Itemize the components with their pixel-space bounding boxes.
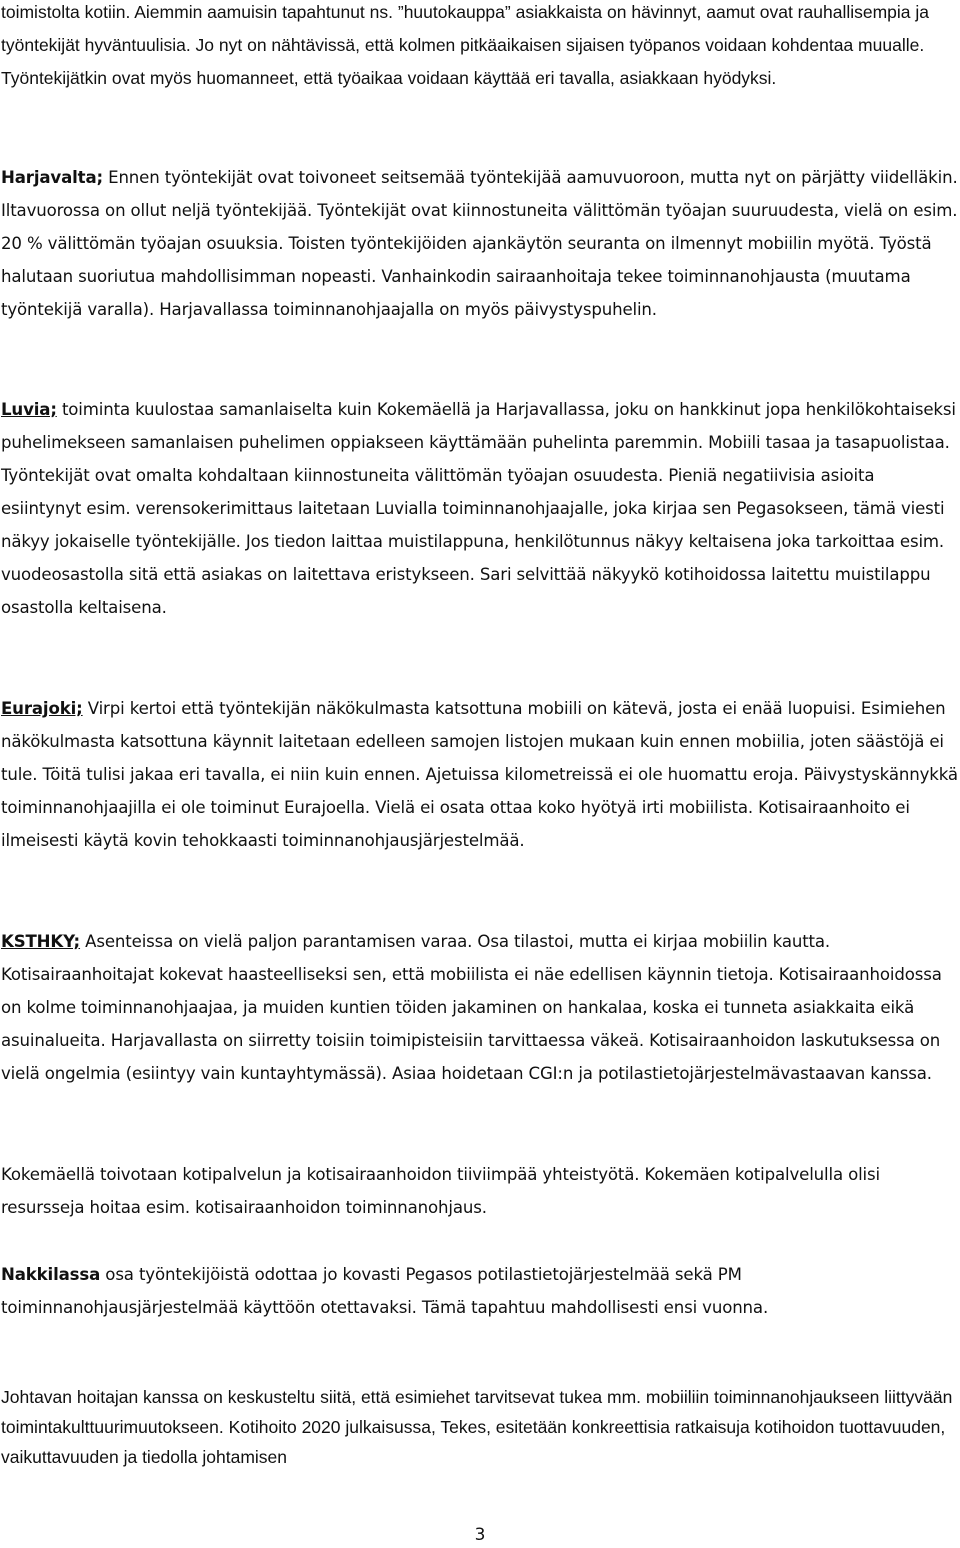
nakkila-paragraph	[1, 1258, 959, 1324]
johtava-paragraph	[1, 1382, 959, 1472]
johtava-text: Johtavan hoitajan kanssa on keskusteltu siitä, että esimiehet tarvitsevat tukea mm. mobiiliin toiminnanohjaukseen liittyvään toimintakulttuurimuutokseen. Kotihoito 2020 julkaisussa, Tekes, esitetään konkreettisia ratkaisuja kotihoidon tuottavuuden, vaikuttavuuden ja tiedolla johtamisen	[1, 1387, 953, 1467]
ksthky-text: Asenteissa on vielä paljon parantamisen varaa. Osa tilastoi, mutta ei kirjaa mobiilin kautta. Kotisairaanhoitajat kokevat haasteelliseksi sen, että mobiilista ei näe edellisen käynnin tietoja. Kotisairaanhoidossa on kolme toiminnanohjaajaa, ja muiden kuntien töiden jakaminen on hankalaa, koska ei tunneta asiakkaita eikä asuinalueita. Harjavallasta on siirretty toisiin toimipisteisiin tarvittaessa väkeä. Kotisairaanhoidon laskutuksessa on vielä ongelmia (esiintyy vain kuntayhtymässä). Asiaa hoidetaan CGI:n ja potilastietojärjestelmävastaavan kanssa.	[1, 932, 942, 1083]
intro-paragraph	[1, 0, 959, 95]
intro-text: toimistolta kotiin. Aiemmin aamuisin tapahtunut ns. ”huutokauppa” asiakkaista on hävinnyt, aamut ovat rauhallisempia ja työntekijät hyväntuulisia. Jo nyt on nähtävissä, että kolmen pitkäaikaisen sijaisen työpanos voidaan kohdentaa muualle. Työntekijätkin ovat myös huomanneet, että työaikaa voidaan käyttää eri tavalla, asiakkaan hyödyksi.	[1, 2, 930, 88]
eurajoki-text: Virpi kertoi että työntekijän näkökulmasta katsottuna mobiili on kätevä, josta ei enää luopuisi. Esimiehen näkökulmasta katsottuna käynnit laitetaan edelleen samojen listojen mukaan kuin ennen mobiilia, joten säästöjä ei tule. Töitä tulisi jakaa eri tavalla, ei niin kuin ennen. Ajetuissa kilometreissä ei ole huomattu eroja. Päivystyskännykkä toiminnanohjaajilla ei ole toiminut Eurajoella. Vielä ei osata ottaa koko hyötyä irti mobiilista. Kotisairaanhoito ei ilmeisesti käytä kovin tehokkaasti toiminnanohjausjärjestelmää.	[1, 699, 958, 850]
luvia-paragraph	[1, 393, 959, 624]
harjavalta-text: Ennen työntekijät ovat toivoneet seitsemää työntekijää aamuvuoroon, mutta nyt on pärjätty viidelläkin. Iltavuorossa on ollut neljä työntekijää. Työntekijät ovat kiinnostuneita välittömän työajan suuruudesta, vielä on esim. 20 % välittömän työajan osuuksia. Toisten työntekijöiden ajankäytön seuranta on ilmennyt mobiilin myötä. Työstä halutaan suoriutua mahdollisimman nopeasti. Vanhainkodin sairaanhoitaja tekee toiminnanohjausta (muutama työntekijä varalla). Harjavallassa toiminnanohjaajalla on myös päivystyspuhelin.	[1, 168, 958, 319]
harjavalta-paragraph	[1, 161, 959, 326]
nakkila-text: osa työntekijöistä odottaa jo kovasti Pegasos potilastietojärjestelmää sekä PM toiminnanohjausjärjestelmää käyttöön otettavaksi. Tämä tapahtuu mahdollisesti ensi vuonna.	[1, 1265, 769, 1317]
eurajoki-label: Eurajoki;	[1, 699, 83, 718]
luvia-text: toiminta kuulostaa samanlaiselta kuin Kokemäellä ja Harjavallassa, joku on hankkinut jopa henkilökohtaiseksi puhelimekseen samanlaisen puhelimen oppiakseen käyttämään puhelinta paremmin. Mobiili tasaa ja tasapuolistaa. Työntekijät ovat omalta kohdaltaan kiinnostuneita välittömän työajan osuudesta. Pieniä negatiivisia asioita esiintynyt esim. verensokerimittaus laitetaan Luvialla toiminnanohjaajalle, joka kirjaa sen Pegasokseen, tämä viesti näkyy jokaiselle työntekijälle. Jos tiedon laittaa muistilappuna, henkilötunnus näkyy keltaisena joka tarkoittaa esim. vuodeosastolla sitä että asiakas on laitettava eristykseen. Sari selvittää näkyykö kotihoidossa laitettu muistilappu osastolla keltaisena.	[1, 400, 956, 617]
luvia-label: Luvia;	[1, 400, 57, 419]
page-number: 3	[474, 1525, 486, 1545]
eurajoki-paragraph	[1, 692, 959, 857]
kokemaki-paragraph	[1, 1158, 959, 1224]
nakkila-label: Nakkilassa	[1, 1265, 101, 1284]
harjavalta-label: Harjavalta;	[1, 168, 103, 187]
kokemaki-text: Kokemäellä toivotaan kotipalvelun ja kotisairaanhoidon tiiviimpää yhteistyötä. Kokemäen kotipalvelulla olisi resursseja hoitaa esim. kotisairaanhoidon toiminnanohjaus.	[1, 1165, 880, 1217]
ksthky-paragraph	[1, 925, 959, 1090]
ksthky-label: KSTHKY;	[1, 932, 81, 951]
